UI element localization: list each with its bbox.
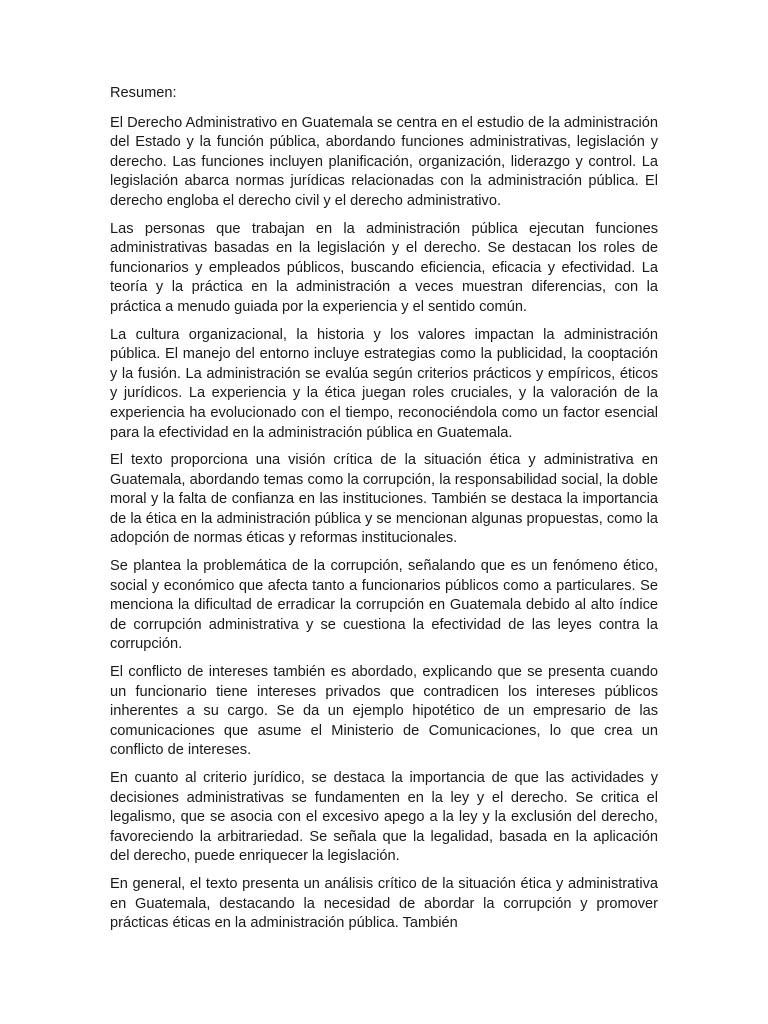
paragraph-7: En cuanto al criterio jurídico, se destaca la importancia de que las actividades y decisiones administrativas se fundamenten en la ley y el derecho. Se critica el legalismo, que se asocia con el excesivo apego a la ley y la exclusión del derecho, favoreciendo la arbitrariedad. Se señala que la legalidad, basada en la aplicación del derecho, puede enriquecer la legislación. — [110, 770, 658, 865]
summary-heading: Resumen: — [110, 85, 177, 101]
paragraph-3: La cultura organizacional, la historia y los valores impactan la administración pública. El manejo del entorno incluye estrategias como la publicidad, la cooptación y la fusión. La administración se evalúa según criterios prácticos y empíricos, éticos y jurídicos. La experiencia y la ética juegan roles cruciales, y la valoración de la experiencia ha evolucionado con el tiempo, reconociéndola como un factor esencial para la efectividad en la administración pública en Guatemala. — [110, 326, 658, 441]
paragraph-1: El Derecho Administrativo en Guatemala se centra en el estudio de la administración del Estado y la función pública, abordando funciones administrativas, legislación y derecho. Las funciones incluyen planificación, organización, liderazgo y control. La legislación abarca normas jurídicas relacionadas con la administración pública. El derecho engloba el derecho civil y el derecho administrativo. — [110, 114, 658, 209]
paragraph-8: En general, el texto presenta un análisis crítico de la situación ética y administrativa en Guatemala, destacando la necesidad de abordar la corrupción y promover prácticas éticas en la administración pública. También — [110, 875, 658, 932]
paragraph-6: El conflicto de intereses también es abordado, explicando que se presenta cuando un funcionario tiene intereses privados que contradicen los intereses públicos inherentes a su cargo. Se da un ejemplo hipotético de un empresario de las comunicaciones que asume el Ministerio de Comunicaciones, lo que crea un conflicto de intereses. — [110, 664, 658, 759]
paragraph-4: El texto proporciona una visión crítica de la situación ética y administrativa en Guatemala, abordando temas como la corrupción, la responsabilidad social, la doble moral y la falta de confianza en las instituciones. También se destaca la importancia de la ética en la administración pública y se mencionan algunas propuestas, como la adopción de normas éticas y reformas institucionales. — [110, 452, 658, 547]
document-body — [110, 84, 658, 942]
paragraph-5: Se plantea la problemática de la corrupción, señalando que es un fenómeno ético, social y económico que afecta tanto a funcionarios públicos como a particulares. Se menciona la dificultad de erradicar la corrupción en Guatemala debido al alto índice de corrupción administrativa y se cuestiona la efectividad de las leyes contra la corrupción. — [110, 558, 658, 653]
paragraph-2: Las personas que trabajan en la administración pública ejecutan funciones administrativas basadas en la legislación y el derecho. Se destacan los roles de funcionarios y empleados públicos, buscando eficiencia, eficacia y efectividad. La teoría y la práctica en la administración a veces muestran diferencias, con la práctica a menudo guiada por la experiencia y el sentido común. — [110, 220, 658, 315]
